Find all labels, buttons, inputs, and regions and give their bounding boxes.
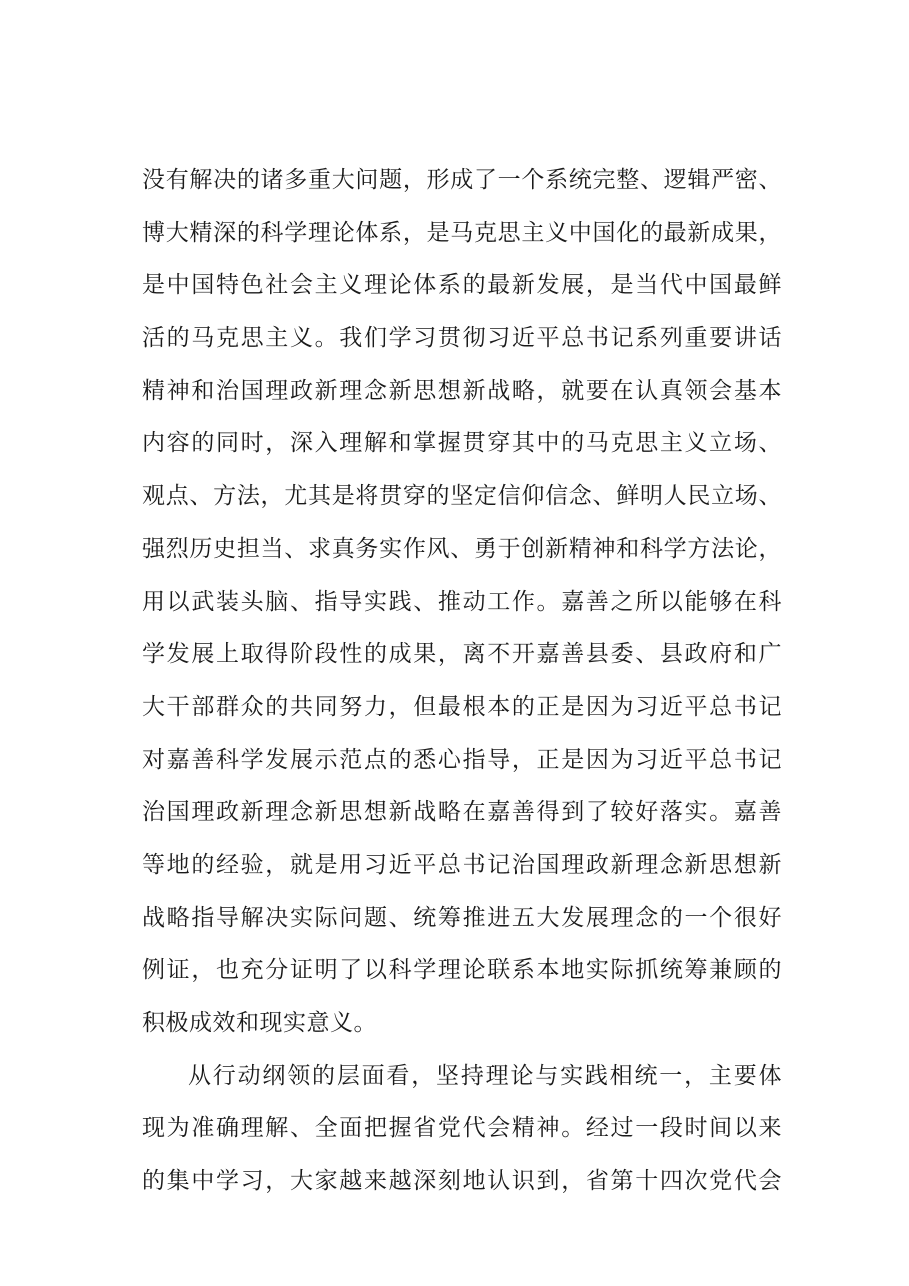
text-line: 现为准确理解、全面把握省党代会精神。经过一段时间以来: [142, 1115, 782, 1142]
text-line: 的集中学习，大家越来越深刻地认识到，省第十四次党代会: [142, 1168, 782, 1195]
text-line: 活的马克思主义。我们学习贯彻习近平总书记系列重要讲话: [142, 325, 782, 352]
text-line: 例证，也充分证明了以科学理论联系本地实际抓统筹兼顾的: [142, 957, 782, 984]
body-text: [142, 154, 782, 1208]
text-line: 没有解决的诸多重大问题，形成了一个系统完整、逻辑严密、: [142, 167, 782, 193]
text-line: 战略指导解决实际问题、统筹推进五大发展理念的一个很好: [142, 904, 782, 931]
text-line: 观点、方法，尤其是将贯穿的坚定信仰信念、鲜明人民立场、: [142, 483, 782, 510]
text-line: 内容的同时，深入理解和掌握贯穿其中的马克思主义立场、: [142, 430, 782, 457]
text-line: 博大精深的科学理论体系，是马克思主义中国化的最新成果，: [142, 219, 782, 246]
text-line: 等地的经验，就是用习近平总书记治国理政新理念新思想新: [142, 851, 782, 878]
text-line: 是中国特色社会主义理论体系的最新发展，是当代中国最鲜: [142, 272, 782, 299]
text-line: 治国理政新理念新思想新战略在嘉善得到了较好落实。嘉善: [142, 799, 782, 826]
text-line: 学发展上取得阶段性的成果，离不开嘉善县委、县政府和广: [142, 641, 782, 668]
text-line: 用以武装头脑、指导实践、推动工作。嘉善之所以能够在科: [142, 588, 782, 615]
text-line: 精神和治国理政新理念新思想新战略，就要在认真领会基本: [142, 377, 782, 404]
text-line: 对嘉善科学发展示范点的悉心指导，正是因为习近平总书记: [142, 746, 782, 773]
text-line-paragraph-end: 积极成效和现实意义。: [142, 1010, 377, 1036]
text-line: 强烈历史担当、求真务实作风、勇于创新精神和科学方法论，: [142, 535, 782, 562]
text-line: 大干部群众的共同努力，但最根本的正是因为习近平总书记: [142, 693, 782, 720]
text-line-paragraph-start: 从行动纲领的层面看，坚持理论与实践相统一，主要体: [188, 1062, 782, 1089]
